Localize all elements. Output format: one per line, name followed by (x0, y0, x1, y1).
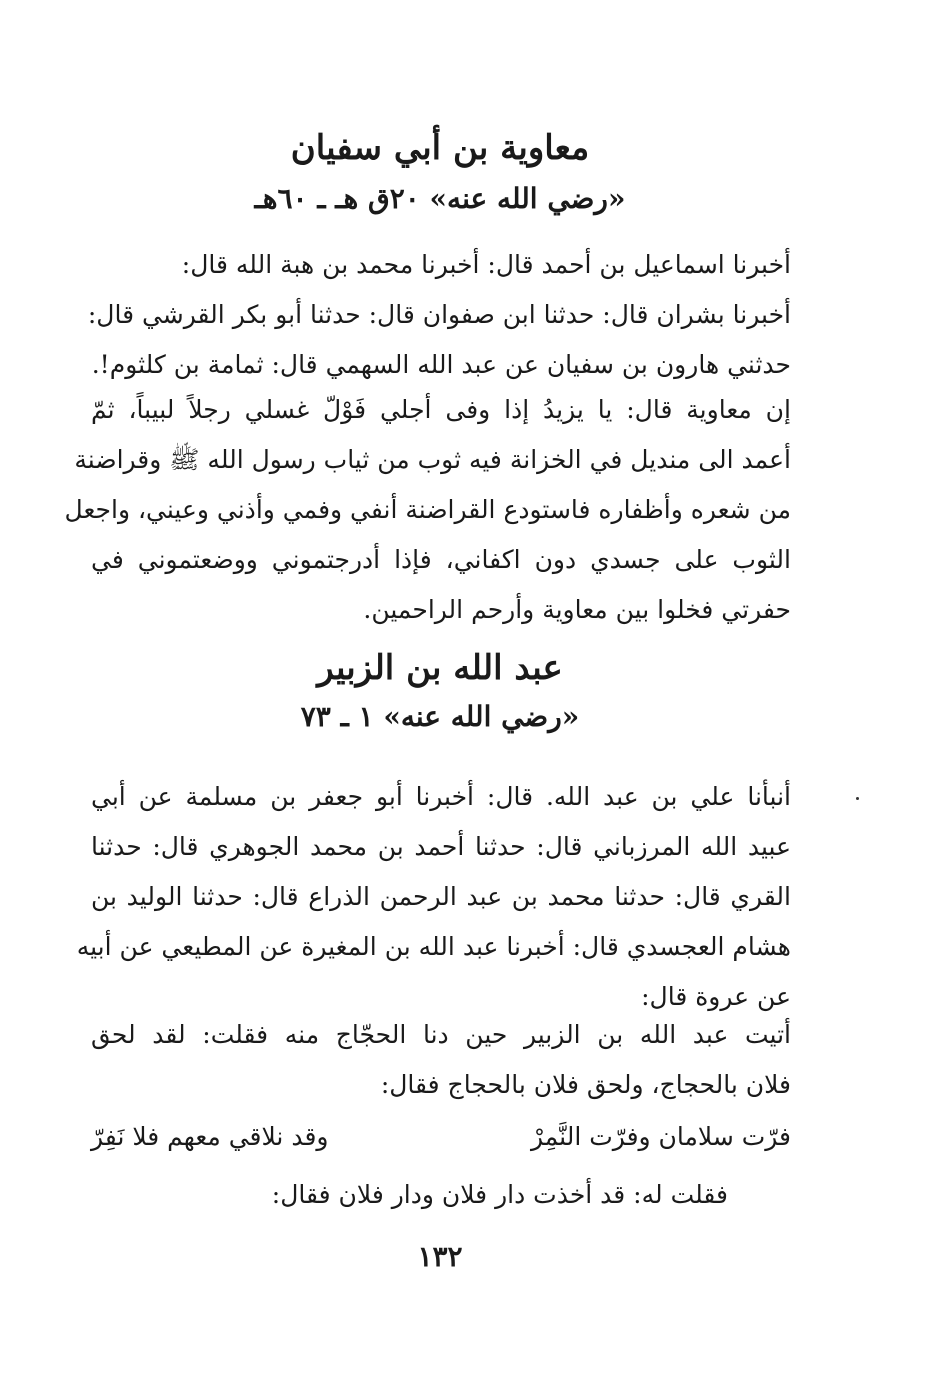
section2-text-line: فلان بالحجاج، ولحق فلان بالحجاج فقال: (380, 1070, 791, 1099)
section1-text-line: أعمد الى منديل في الخزانة فيه ثوب من ثياب رسول الله ﷺ وقراضنة (74, 445, 791, 474)
section2-isnad-line: عن عروة قال: (641, 982, 791, 1011)
section2-isnad-line: أنبأنا علي بن عبد الله. قال: أخبرنا أبو جعفر بن مسلمة عن أبي (91, 782, 791, 811)
section2-text (91, 1010, 791, 1110)
page-number: ١٣٢ (417, 1240, 463, 1273)
scan-speck (856, 797, 859, 800)
section1-text-line: إن معاوية قال: يا يزيدُ إذا وفى أجلي فَوْلّ غسلي رجلاً لبيباً، ثمّ (91, 395, 791, 424)
section1-text-line: الثوب على جسدي دون اكفاني، فإذا أدرجتموني ووضعتموني في (91, 545, 791, 574)
section1-isnad-line: أخبرنا بشران قال: حدثنا ابن صفوان قال: حدثنا أبو بكر القرشي قال: (87, 300, 791, 329)
section1-text-line: من شعره وأظفاره فاستودع القراضنة أنفي وفمي وأذني وعيني، واجعل (64, 495, 791, 524)
section1-title: معاوية بن أبي سفيان (290, 128, 590, 168)
section2-subtitle: «رضي الله عنه» ١ ـ ٧٣ (300, 700, 580, 733)
verse-second-hemistich: وقد نلاقي معهم فلا نَفِرّ (91, 1122, 329, 1151)
section2-isnad (76, 772, 791, 1022)
section2-title: عبد الله بن الزبير (317, 648, 563, 688)
section1-isnad-line: حدثني هارون بن سفيان عن عبد الله السهمي قال: ثمامة بن كلثوم!. (91, 350, 791, 379)
section2-isnad-line: القري قال: حدثنا محمد بن عبد الرحمن الذراع قال: حدثنا الوليد بن (91, 882, 791, 911)
closing-line: فقلت له: قد أخذت دار فلان ودار فلان فقال: (271, 1180, 728, 1209)
section2-isnad-line: هشام العجسدي قال: أخبرنا عبد الله بن المغيرة عن المطيعي عن أبيه (76, 932, 791, 961)
section2-text-line: أتيت عبد الله بن الزبير حين دنا الحجّاج منه فقلت: لقد لحق (91, 1020, 791, 1049)
section1-isnad-line: أخبرنا اسماعيل بن أحمد قال: أخبرنا محمد بن هبة الله قال: (181, 250, 791, 279)
section2-isnad-line: عبيد الله المرزباني قال: حدثنا أحمد بن محمد الجوهري قال: حدثنا (91, 832, 791, 861)
section1-text-line: حفرتي فخلوا بين معاوية وأرحم الراحمين. (363, 595, 791, 624)
section1-text (64, 385, 791, 635)
section1-isnad (87, 240, 791, 390)
poem-verse (91, 1112, 791, 1162)
verse-first-hemistich: فرّت سلامان وفرّت النَّمِرْ (530, 1122, 791, 1151)
section1-subtitle: «رضي الله عنه» ٢٠ق هـ ـ ٦٠هـ (254, 182, 626, 215)
